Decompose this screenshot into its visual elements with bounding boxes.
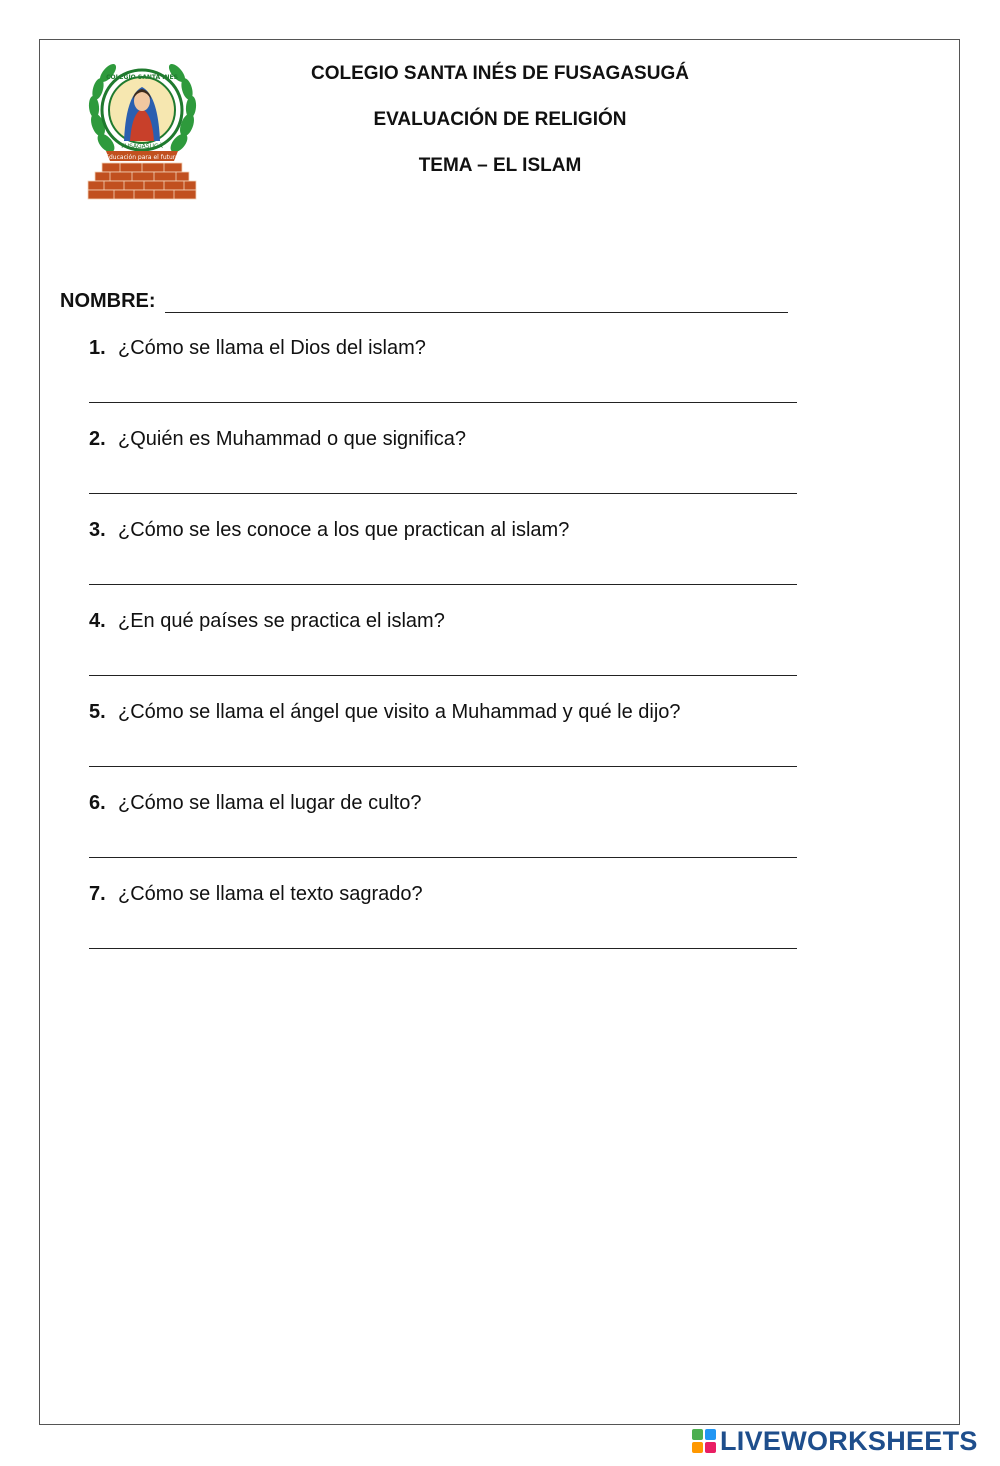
question-7 <box>89 883 423 906</box>
answer-line-1[interactable] <box>89 402 797 403</box>
name-answer-line[interactable] <box>165 312 788 313</box>
question-text: ¿Cómo se llama el ángel que visito a Muhammad y qué le dijo? <box>118 701 681 723</box>
question-text: ¿En qué países se practica el islam? <box>118 610 445 632</box>
answer-line-5[interactable] <box>89 766 797 767</box>
answer-line-4[interactable] <box>89 675 797 676</box>
answer-line-6[interactable] <box>89 857 797 858</box>
question-text: ¿Cómo se les conoce a los que practican al islam? <box>118 519 570 541</box>
question-number: 6. <box>89 792 106 814</box>
question-number: 1. <box>89 337 106 359</box>
page-frame <box>39 39 960 1425</box>
logo-top-text: COLEGIO SANTA INÉS <box>106 74 178 81</box>
question-number: 7. <box>89 883 106 905</box>
exam-title: EVALUACIÓN DE RELIGIÓN <box>373 109 627 130</box>
answer-line-7[interactable] <box>89 948 797 949</box>
liveworksheets-brand[interactable] <box>692 1425 978 1456</box>
logo-ribbon-text: Educación para el futuro <box>105 154 179 161</box>
name-label: NOMBRE: <box>60 290 156 312</box>
question-6 <box>89 792 421 815</box>
question-1 <box>89 337 426 360</box>
brand-text: LIVEWORKSHEETS <box>720 1425 978 1456</box>
question-text: ¿Cómo se llama el Dios del islam? <box>118 337 426 359</box>
liveworksheets-logo-icon <box>692 1429 716 1453</box>
logo-bottom-text: FUSAGASUGÁ <box>121 143 163 150</box>
answer-line-3[interactable] <box>89 584 797 585</box>
answer-line-2[interactable] <box>89 493 797 494</box>
question-4 <box>89 610 445 633</box>
question-number: 3. <box>89 519 106 541</box>
question-text: ¿Cómo se llama el lugar de culto? <box>118 792 422 814</box>
topic-title: TEMA – EL ISLAM <box>418 155 582 176</box>
question-text: ¿Quién es Muhammad o que significa? <box>118 428 466 450</box>
question-number: 4. <box>89 610 106 632</box>
question-3 <box>89 519 569 542</box>
question-5 <box>89 701 681 724</box>
school-name: COLEGIO SANTA INÉS DE FUSAGASUGÁ <box>311 63 689 84</box>
question-number: 5. <box>89 701 106 723</box>
question-text: ¿Cómo se llama el texto sagrado? <box>118 883 423 905</box>
question-2 <box>89 428 466 451</box>
question-number: 2. <box>89 428 106 450</box>
